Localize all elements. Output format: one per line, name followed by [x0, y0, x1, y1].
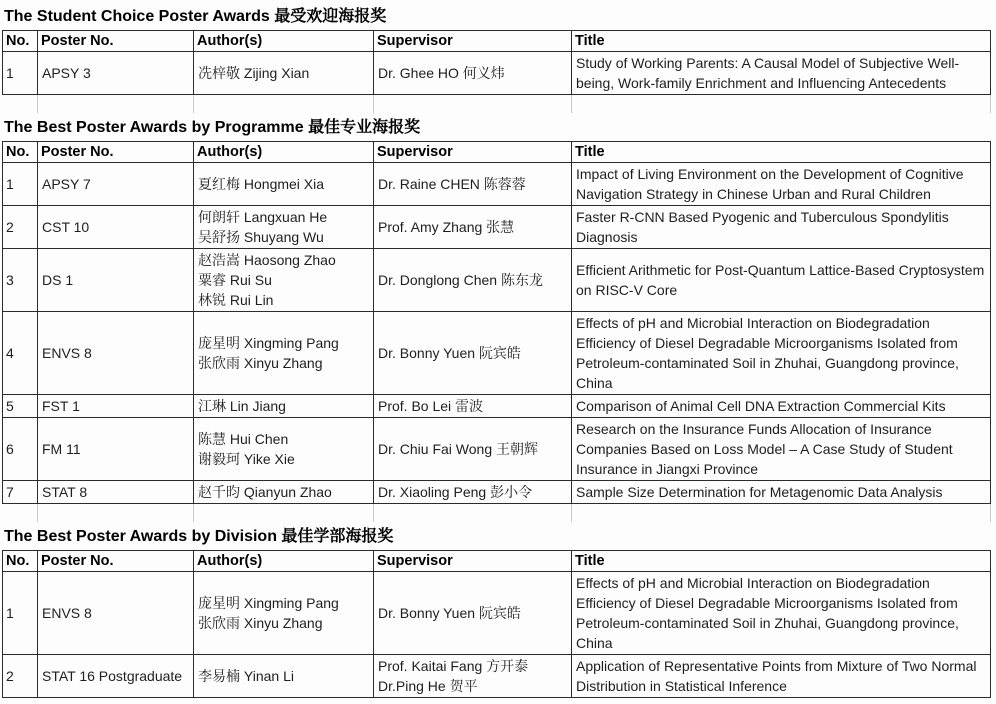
- header-row: [3, 31, 991, 52]
- empty-cell: [572, 95, 991, 114]
- cell-supervisor: [374, 395, 572, 418]
- header-authors: Author(s): [194, 142, 374, 163]
- table-row: [3, 481, 991, 504]
- header-no: No.: [3, 31, 38, 52]
- table-row: [3, 418, 991, 481]
- header-supervisor: Supervisor: [374, 142, 572, 163]
- supervisor-line: Dr. Xiaoling Peng 彭小令: [378, 484, 533, 500]
- cell-supervisor: [374, 206, 572, 249]
- cell-authors: [194, 481, 374, 504]
- cell-no: 1: [3, 572, 38, 655]
- author-line: 李易楠 Yinan Li: [198, 668, 294, 684]
- author-line: 夏红梅 Hongmei Xia: [198, 176, 325, 192]
- cell-title: Application of Representative Points from Mixture of Two Normal Distribution in Statistical Inference: [572, 655, 991, 698]
- cell-poster-no: ENVS 8: [38, 312, 194, 395]
- author-line: 赵浩嵩 Haosong Zhao: [198, 252, 336, 268]
- supervisor-line: Dr. Chiu Fai Wong 王朝辉: [378, 441, 539, 457]
- cell-no: 6: [3, 418, 38, 481]
- header-title: Title: [572, 551, 991, 572]
- cell-supervisor: [374, 481, 572, 504]
- table-row: [3, 655, 991, 698]
- empty-grid-row: [3, 504, 991, 523]
- cell-authors: [194, 312, 374, 395]
- section-title: The Student Choice Poster Awards 最受欢迎海报奖: [4, 8, 387, 25]
- awards-table: [2, 141, 991, 522]
- cell-title: Sample Size Determination for Metagenomic Data Analysis: [572, 481, 991, 504]
- author-line: 江琳 Lin Jiang: [198, 398, 286, 414]
- header-supervisor: Supervisor: [374, 551, 572, 572]
- empty-cell: [3, 504, 38, 523]
- author-line: 谢毅珂 Yike Xie: [198, 451, 295, 467]
- empty-cell: [194, 95, 374, 114]
- cell-poster-no: STAT 8: [38, 481, 194, 504]
- cell-supervisor: [374, 249, 572, 312]
- cell-poster-no: STAT 16 Postgraduate: [38, 655, 194, 698]
- author-line: 粟睿 Rui Su: [198, 272, 272, 288]
- cell-no: 2: [3, 206, 38, 249]
- header-row: [3, 551, 991, 572]
- cell-supervisor: [374, 163, 572, 206]
- cell-supervisor: [374, 418, 572, 481]
- author-line: 冼梓敬 Zijing Xian: [198, 65, 310, 81]
- section-title: The Best Poster Awards by Division 最佳学部海报奖: [4, 528, 394, 545]
- cell-authors: [194, 249, 374, 312]
- header-authors: Author(s): [194, 551, 374, 572]
- table-row: [3, 572, 991, 655]
- author-line: 张欣雨 Xinyu Zhang: [198, 615, 323, 631]
- author-line: 何朗轩 Langxuan He: [198, 209, 328, 225]
- cell-supervisor: [374, 572, 572, 655]
- cell-poster-no: FM 11: [38, 418, 194, 481]
- cell-no: 2: [3, 655, 38, 698]
- cell-poster-no: APSY 7: [38, 163, 194, 206]
- award-section: [2, 2, 996, 113]
- cell-title: Research on the Insurance Funds Allocation of Insurance Companies Based on Loss Model – A Case Study of Student Insurance in Jiangxi Province: [572, 418, 991, 481]
- cell-title: Effects of pH and Microbial Interaction on Biodegradation Efficiency of Diesel Degradable Microorganisms Isolated from Petroleum-contaminated Soil in Zhuhai, Guangdong province, China: [572, 312, 991, 395]
- table-row: [3, 52, 991, 95]
- awards-table: [2, 550, 991, 698]
- cell-authors: [194, 163, 374, 206]
- cell-authors: [194, 655, 374, 698]
- cell-poster-no: DS 1: [38, 249, 194, 312]
- supervisor-line: Dr. Raine CHEN 陈蓉蓉: [378, 176, 526, 192]
- empty-cell: [194, 504, 374, 523]
- cell-no: 7: [3, 481, 38, 504]
- header-poster-no: Poster No.: [38, 551, 194, 572]
- empty-cell: [38, 504, 194, 523]
- supervisor-line: Dr.Ping He 贺平: [378, 678, 478, 694]
- empty-cell: [374, 504, 572, 523]
- header-no: No.: [3, 551, 38, 572]
- cell-title: Faster R-CNN Based Pyogenic and Tuberculous Spondylitis Diagnosis: [572, 206, 991, 249]
- cell-poster-no: ENVS 8: [38, 572, 194, 655]
- author-line: 吴舒扬 Shuyang Wu: [198, 229, 324, 245]
- table-row: [3, 163, 991, 206]
- cell-authors: [194, 206, 374, 249]
- cell-authors: [194, 52, 374, 95]
- table-row: [3, 206, 991, 249]
- supervisor-line: Dr. Donglong Chen 陈东龙: [378, 272, 543, 288]
- empty-cell: [38, 95, 194, 114]
- cell-poster-no: FST 1: [38, 395, 194, 418]
- author-line: 赵千昀 Qianyun Zhao: [198, 484, 332, 500]
- header-authors: Author(s): [194, 31, 374, 52]
- table-row: [3, 312, 991, 395]
- header-row: [3, 142, 991, 163]
- cell-poster-no: CST 10: [38, 206, 194, 249]
- cell-title: Comparison of Animal Cell DNA Extraction Commercial Kits: [572, 395, 991, 418]
- cell-title: Effects of pH and Microbial Interaction on Biodegradation Efficiency of Diesel Degradable Microorganisms Isolated from Petroleum-contaminated Soil in Zhuhai, Guangdong province, China: [572, 572, 991, 655]
- awards-table: [2, 30, 991, 113]
- author-line: 陈慧 Hui Chen: [198, 431, 289, 447]
- table-row: [3, 249, 991, 312]
- author-line: 庞星明 Xingming Pang: [198, 335, 339, 351]
- cell-no: 1: [3, 163, 38, 206]
- cell-no: 3: [3, 249, 38, 312]
- cell-authors: [194, 395, 374, 418]
- header-poster-no: Poster No.: [38, 142, 194, 163]
- cell-supervisor: [374, 52, 572, 95]
- header-no: No.: [3, 142, 38, 163]
- cell-title: Study of Working Parents: A Causal Model of Subjective Well-being, Work-family Enrichment and Influencing Antecedents: [572, 52, 991, 95]
- cell-no: 5: [3, 395, 38, 418]
- empty-grid-row: [3, 95, 991, 114]
- cell-authors: [194, 572, 374, 655]
- header-supervisor: Supervisor: [374, 31, 572, 52]
- cell-title: Efficient Arithmetic for Post-Quantum Lattice-Based Cryptosystem on RISC-V Core: [572, 249, 991, 312]
- author-line: 庞星明 Xingming Pang: [198, 595, 339, 611]
- cell-authors: [194, 418, 374, 481]
- empty-cell: [572, 504, 991, 523]
- cell-no: 4: [3, 312, 38, 395]
- section-title: The Best Poster Awards by Programme 最佳专业海报奖: [4, 119, 421, 136]
- author-line: 张欣雨 Xinyu Zhang: [198, 355, 323, 371]
- author-line: 林锐 Rui Lin: [198, 292, 274, 308]
- empty-cell: [3, 95, 38, 114]
- award-section: [2, 113, 996, 522]
- supervisor-line: Dr. Ghee HO 何义炜: [378, 65, 505, 81]
- cell-supervisor: [374, 312, 572, 395]
- table-row: [3, 395, 991, 418]
- cell-no: 1: [3, 52, 38, 95]
- supervisor-line: Dr. Bonny Yuen 阮宾皓: [378, 345, 521, 361]
- supervisor-line: Prof. Bo Lei 雷波: [378, 398, 484, 414]
- header-title: Title: [572, 142, 991, 163]
- award-section: [2, 522, 996, 698]
- header-poster-no: Poster No.: [38, 31, 194, 52]
- supervisor-line: Prof. Amy Zhang 张慧: [378, 219, 515, 235]
- cell-supervisor: [374, 655, 572, 698]
- supervisor-line: Dr. Bonny Yuen 阮宾皓: [378, 605, 521, 621]
- header-title: Title: [572, 31, 991, 52]
- supervisor-line: Prof. Kaitai Fang 方开泰: [378, 658, 529, 674]
- cell-poster-no: APSY 3: [38, 52, 194, 95]
- empty-cell: [374, 95, 572, 114]
- cell-title: Impact of Living Environment on the Development of Cognitive Navigation Strategy in Chinese Urban and Rural Children: [572, 163, 991, 206]
